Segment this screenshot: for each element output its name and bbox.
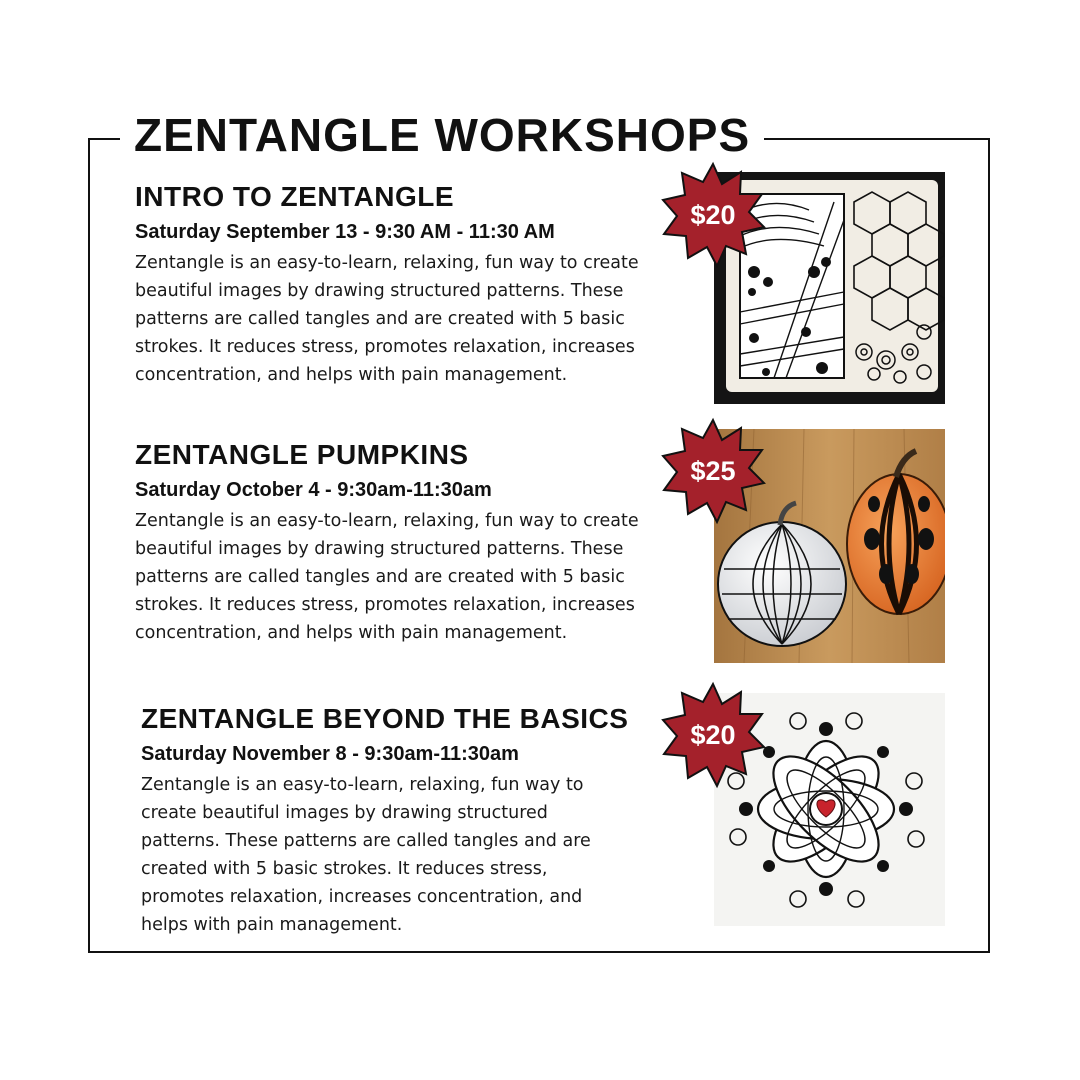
- price-label: $25: [690, 455, 736, 486]
- workshop-description: Zentangle is an easy-to-learn, relaxing, fun way to create beautiful images by drawing structured patterns. These patterns are called tangles and are created with 5 basic strokes. It reduces stress, promotes relaxation, increases concentration, and helps with pain management.: [141, 774, 591, 935]
- price-label: $20: [690, 199, 736, 230]
- page-title: ZENTANGLE WORKSHOPS: [134, 109, 751, 161]
- workshop-title: ZENTANGLE BEYOND THE BASICS: [141, 703, 629, 734]
- workshop-description: Zentangle is an easy-to-learn, relaxing, fun way to create beautiful images by drawing structured patterns. These patterns are called tangles and are created with 5 basic strokes. It reduces stress, promotes relaxation, increases concentration, and helps with pain management.: [135, 252, 639, 385]
- workshop-intro: [135, 182, 695, 389]
- workshop-title: INTRO TO ZENTANGLE: [135, 181, 455, 212]
- price-badge: [658, 680, 768, 790]
- price-badge: [658, 160, 768, 270]
- workshop-pumpkins: [135, 440, 695, 647]
- workshop-date: Saturday October 4 - 9:30am-11:30am: [135, 478, 492, 501]
- workshop-beyond-basics: [141, 704, 631, 939]
- page-title-wrap: [120, 104, 764, 166]
- workshop-date: Saturday November 8 - 9:30am-11:30am: [141, 742, 519, 765]
- workshop-date: Saturday September 13 - 9:30 AM - 11:30 AM: [135, 220, 555, 243]
- workshop-description: Zentangle is an easy-to-learn, relaxing, fun way to create beautiful images by drawing structured patterns. These patterns are called tangles and are created with 5 basic strokes. It reduces stress, promotes relaxation, increases concentration, and helps with pain management.: [135, 510, 639, 643]
- price-badge: [658, 416, 768, 526]
- workshop-title: ZENTANGLE PUMPKINS: [135, 439, 469, 470]
- price-label: $20: [690, 719, 736, 750]
